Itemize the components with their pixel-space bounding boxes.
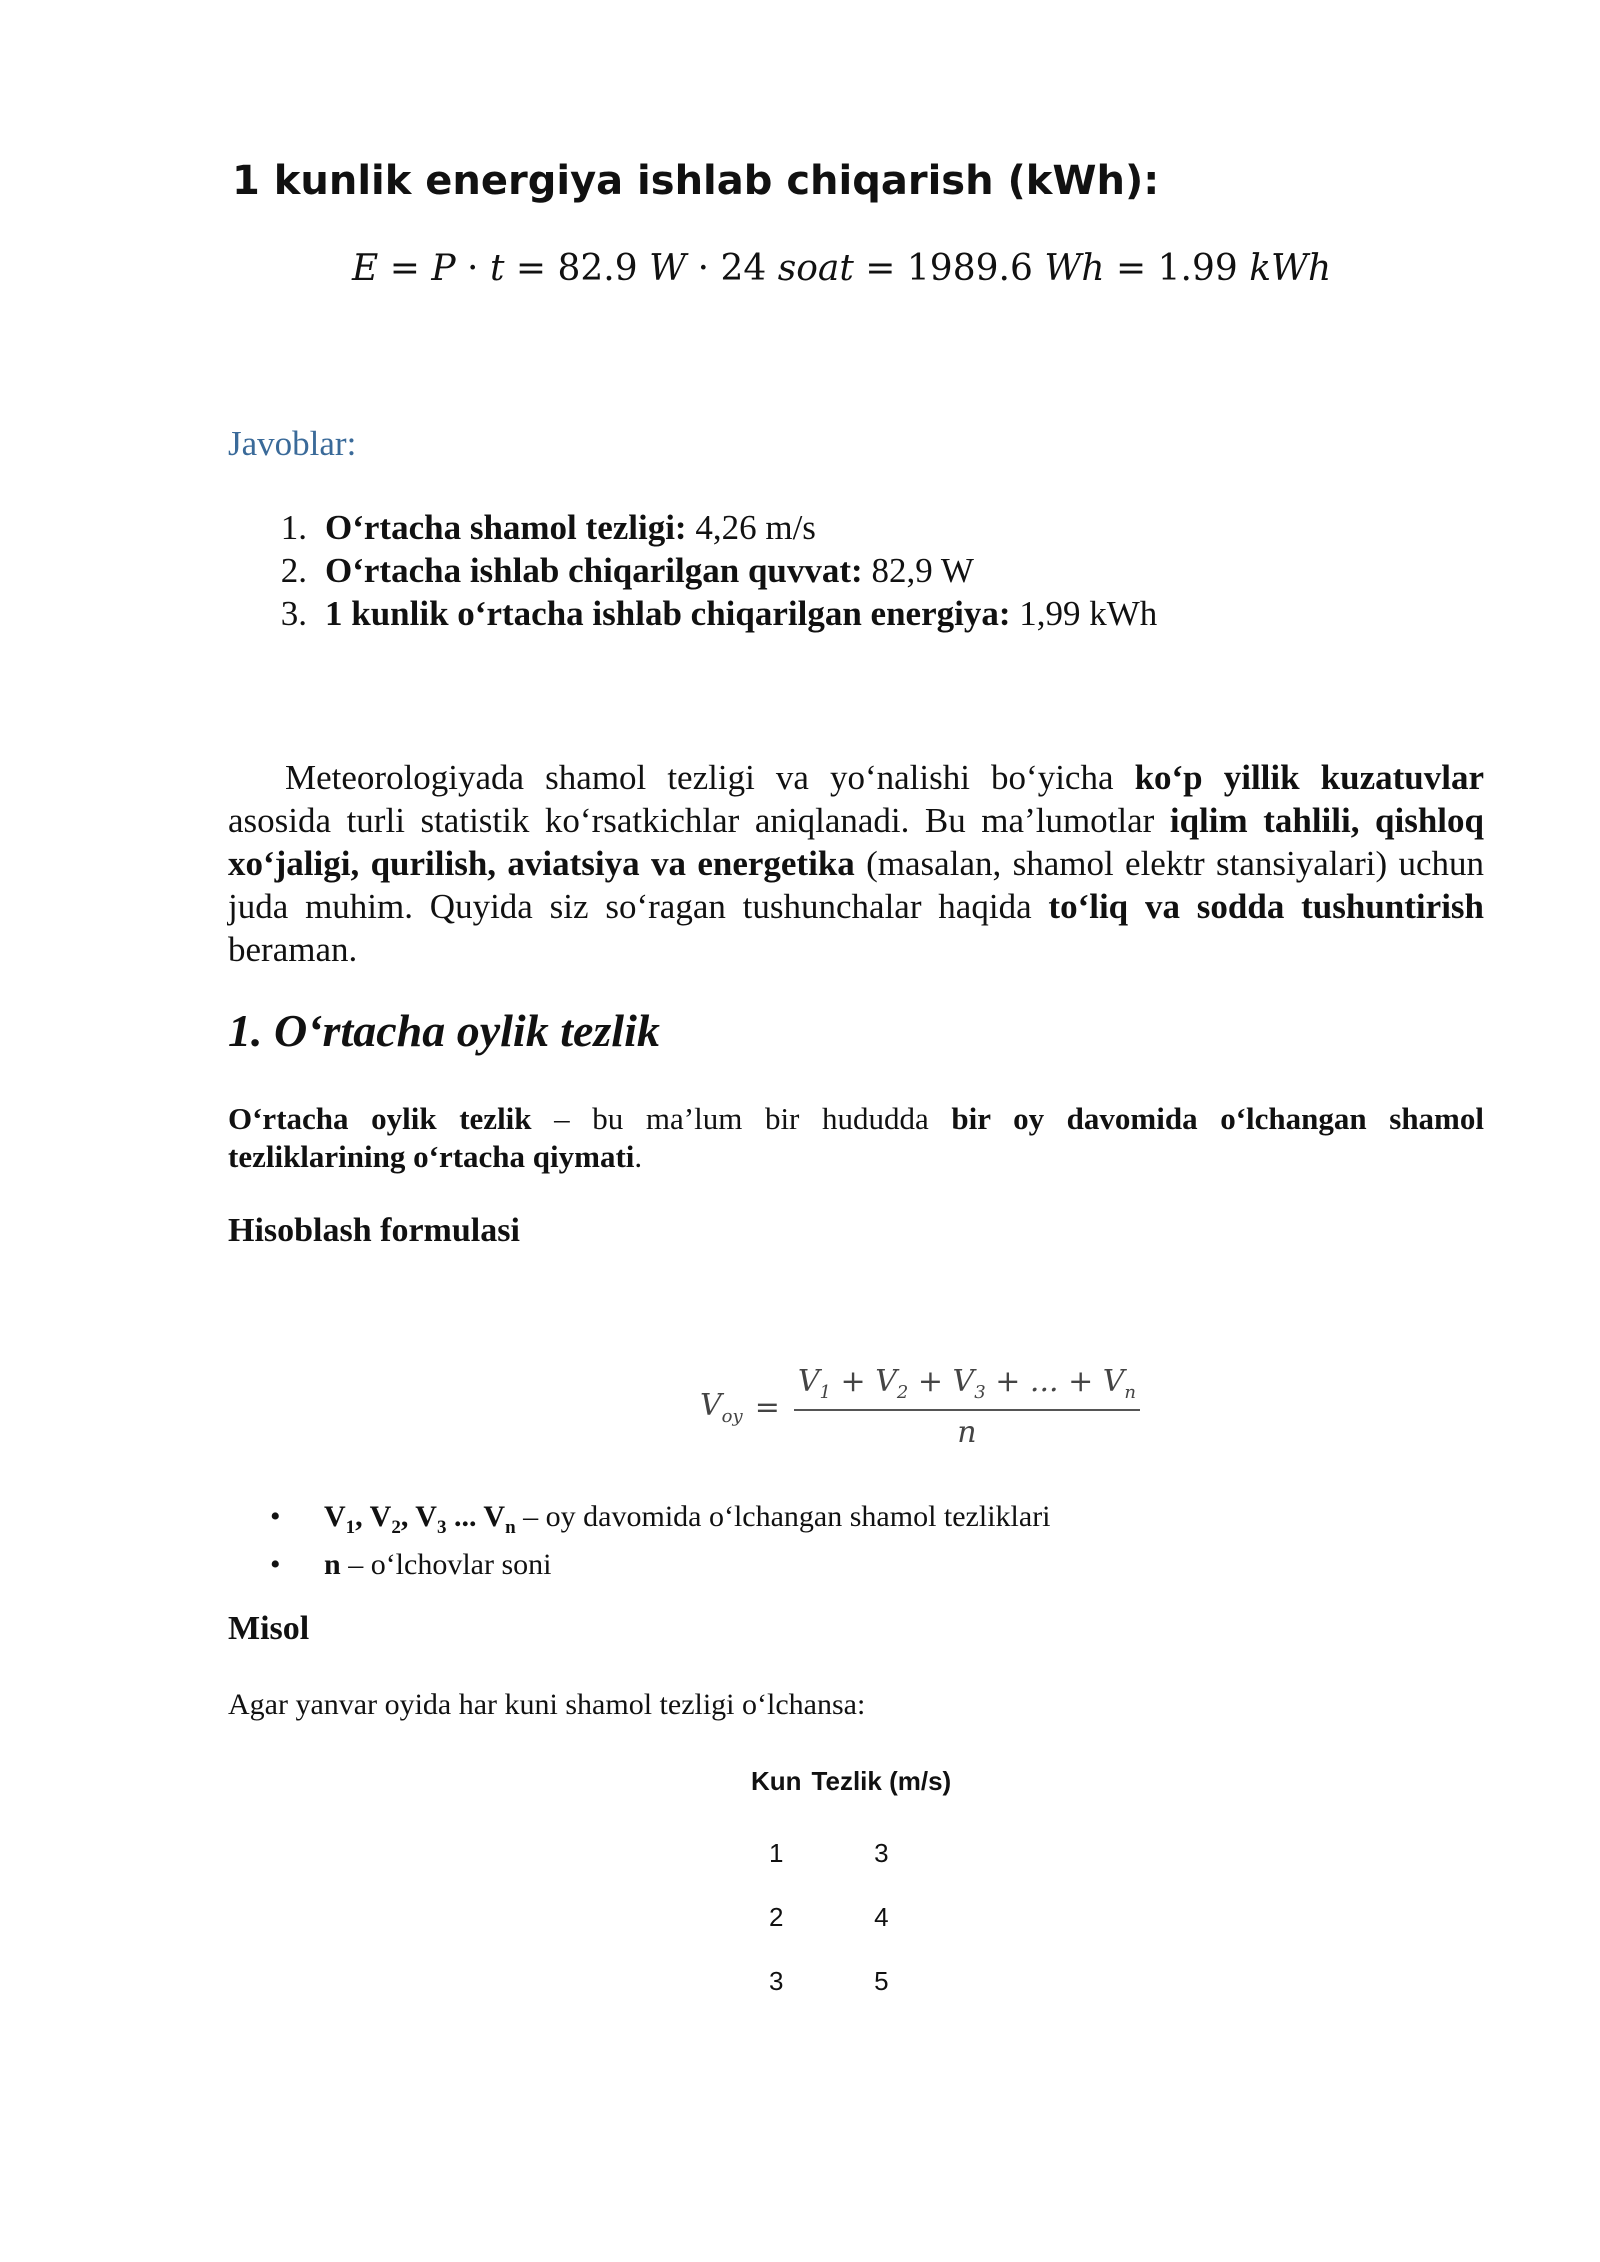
table-cell: 1 — [769, 1837, 784, 1868]
speed-table — [746, 1762, 956, 2013]
table-header-row — [746, 1762, 956, 1821]
example-heading: Misol — [228, 1610, 310, 1647]
table-row — [746, 1949, 956, 2013]
table-cell: 3 — [769, 1965, 784, 1996]
table-cell: 2 — [769, 1901, 784, 1932]
answer-item: 3. 1 kunlik o‘rtacha ishlab chiqarilgan energiya: 1,99 kWh — [280, 594, 1158, 633]
intro-paragraph: Meteorologiyada shamol tezligi va yo‘nalishi bo‘yicha ko‘p yillik kuzatuvlar asosida turli statistik ko‘rsatkichlar aniqlanadi. Bu ma’lumotlar iqlim tahlili, qishloq xo‘jaligi, qurilish, aviatsiya va energetika (masalan, shamol elektr stansiyalari) uchun juda muhim. Quyida siz so‘ragan tushunchalar haqida to‘liq va sodda tushuntirish beraman. — [228, 758, 1485, 969]
list-item: • n – o‘lchovlar soni — [270, 1548, 552, 1581]
table-header: Kun — [751, 1766, 802, 1796]
formula-numerator: $V_1 + V_2 + V_3$ + ... + $V_n$ — [794, 1364, 1140, 1411]
formula-denominator: n — [957, 1415, 977, 1450]
energy-heading: 1 kunlik energiya ishlab chiqarish (kWh): — [232, 158, 1160, 204]
formula-fraction — [794, 1364, 1140, 1450]
table-row — [746, 1885, 956, 1949]
answer-item: 1. O‘rtacha shamol tezligi: 4,26 m/s — [280, 508, 816, 547]
answers-list — [228, 506, 1157, 635]
formula-heading: Hisoblash formulasi — [228, 1212, 520, 1249]
list-item: • $V_1$, $V_2$, $V_3$ ... $V_n$ – oy davomida o‘lchangan shamol tezliklari — [270, 1500, 1051, 1538]
table-header: Tezlik (m/s) — [811, 1766, 952, 1796]
table-cell: 5 — [874, 1965, 889, 1996]
definition-paragraph: O‘rtacha oylik tezlik – bu ma’lum bir hududda bir oy davomida o‘lchangan shamol tezliklarining o‘rtacha qiymati. — [228, 1101, 1484, 1174]
table-row — [746, 1821, 956, 1885]
table-cell: 3 — [874, 1837, 889, 1868]
table-cell: 4 — [874, 1901, 889, 1932]
section-title: 1. O‘rtacha oylik tezlik — [228, 1005, 660, 1056]
answer-item: 2. O‘rtacha ishlab chiqarilgan quvvat: 82,9 W — [280, 551, 974, 590]
energy-equation: E = P · t = 82.9 W · 24 soat = 1989.6 Wh = 1.99 kWh — [352, 248, 1332, 289]
mean-formula: $V_{oy}$ = $\frac{V_1 + V_2 + V_3 + ... + V_n}{n}$ — [700, 1364, 1140, 1450]
answers-heading: Javoblar: — [228, 424, 357, 463]
variable-list — [270, 1498, 1051, 1583]
example-text: Agar yanvar oyida har kuni shamol tezligi o‘lchansa: — [228, 1688, 866, 1721]
